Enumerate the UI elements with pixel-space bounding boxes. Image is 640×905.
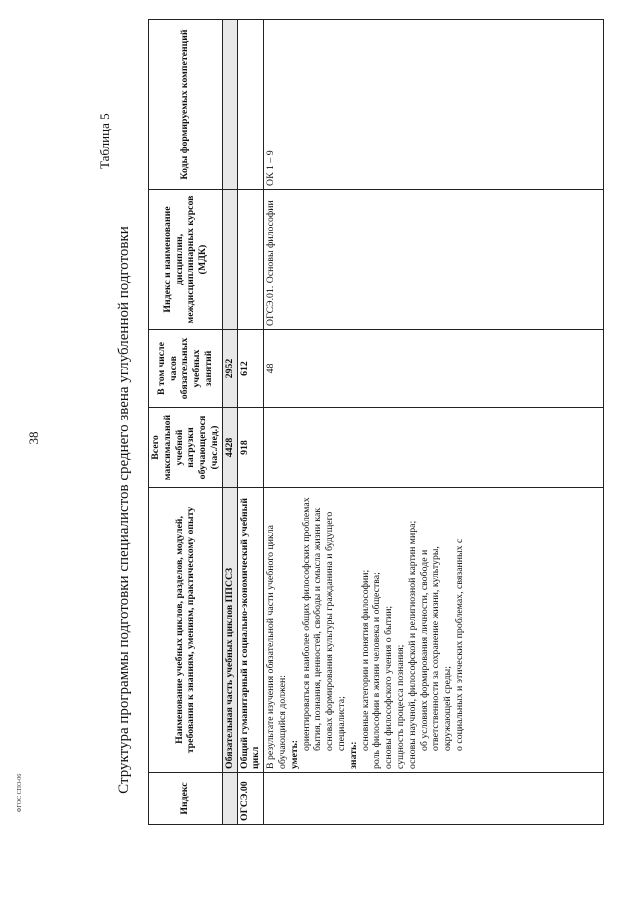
page-number: 38 — [26, 431, 41, 445]
skills-label: уметь: — [288, 739, 300, 769]
header-total-hours: Всего максимальной учебной нагрузки обучающегося (час./нед.) — [149, 408, 223, 488]
table-row-discipline — [264, 20, 604, 825]
table-label: Таблица 5 — [97, 113, 112, 169]
cell-name: Общий гуманитарный и социально-экономический учебный цикл — [237, 488, 264, 773]
knowledge-item: роль философии в жизни человека и общества; — [371, 572, 383, 769]
cell-total — [264, 408, 604, 488]
header-name: Наименование учебных циклов, разделов, модулей, требования к знаниям, умениям, практическому опыту — [149, 488, 223, 773]
cell-index: ОГСЭ.00 — [237, 773, 264, 825]
knowledge-item: основные категории и понятия философии; — [359, 569, 371, 751]
cell-index — [222, 773, 237, 825]
cell-name: Обязательная часть учебных циклов ППССЗ — [222, 488, 237, 773]
header-required-hours: В том числе часов обязательных учебных занятий — [149, 330, 223, 408]
knowledge-label: знать: — [347, 741, 359, 769]
table-row-mandatory — [222, 20, 237, 825]
knowledge-item: основы философского учения о бытии; — [383, 605, 395, 769]
cell-discipline — [222, 190, 237, 330]
header-index: Индекс — [149, 773, 223, 825]
cell-discipline — [237, 190, 264, 330]
cell-discipline: ОГСЭ.01. Основы философии — [264, 190, 604, 330]
header-discipline: Индекс и наименование дисциплин, междисциплинарных курсов (МДК) — [149, 190, 223, 330]
knowledge-item: основы научной, философской и религиозной картин мира; — [406, 520, 418, 769]
table-row-cycle — [237, 20, 264, 825]
cell-required: 612 — [237, 330, 264, 408]
skill-item: ориентироваться в наиболее общих философских проблемах бытия, познания, ценностей, свободы и смысла жизни как основах формирования культуры гражданина и будущего специалиста; — [300, 497, 347, 751]
cell-index — [264, 773, 604, 825]
table-header-row — [149, 20, 223, 825]
curriculum-structure-table — [148, 19, 604, 825]
knowledge-item: сущность процесса познания; — [394, 644, 406, 769]
cell-required: 2952 — [222, 330, 237, 408]
cell-codes — [222, 20, 237, 190]
cell-total: 918 — [237, 408, 264, 488]
header-competence-codes: Коды формируемых компетенций — [149, 20, 223, 190]
cell-codes — [237, 20, 264, 190]
cell-codes: ОК 1 – 9 — [264, 20, 604, 190]
cell-total: 4428 — [222, 408, 237, 488]
knowledge-item: об условиях формирования личности, свободе и ответственности за сохранение жизни, культуры, окружающей среды; — [418, 546, 454, 751]
knowledge-item: о социальных и этических проблемах, связанных с — [453, 538, 465, 751]
cell-requirements — [264, 488, 604, 773]
cell-required: 48 — [264, 330, 604, 408]
requirements-intro: В результате изучения обязательной части учебного цикла обучающийся должен: — [265, 525, 288, 769]
document-code: ФГОС СПО-06 — [17, 773, 23, 813]
table-title: Структура программы подготовки специалистов среднего звена углубленной подготовки — [116, 226, 132, 794]
